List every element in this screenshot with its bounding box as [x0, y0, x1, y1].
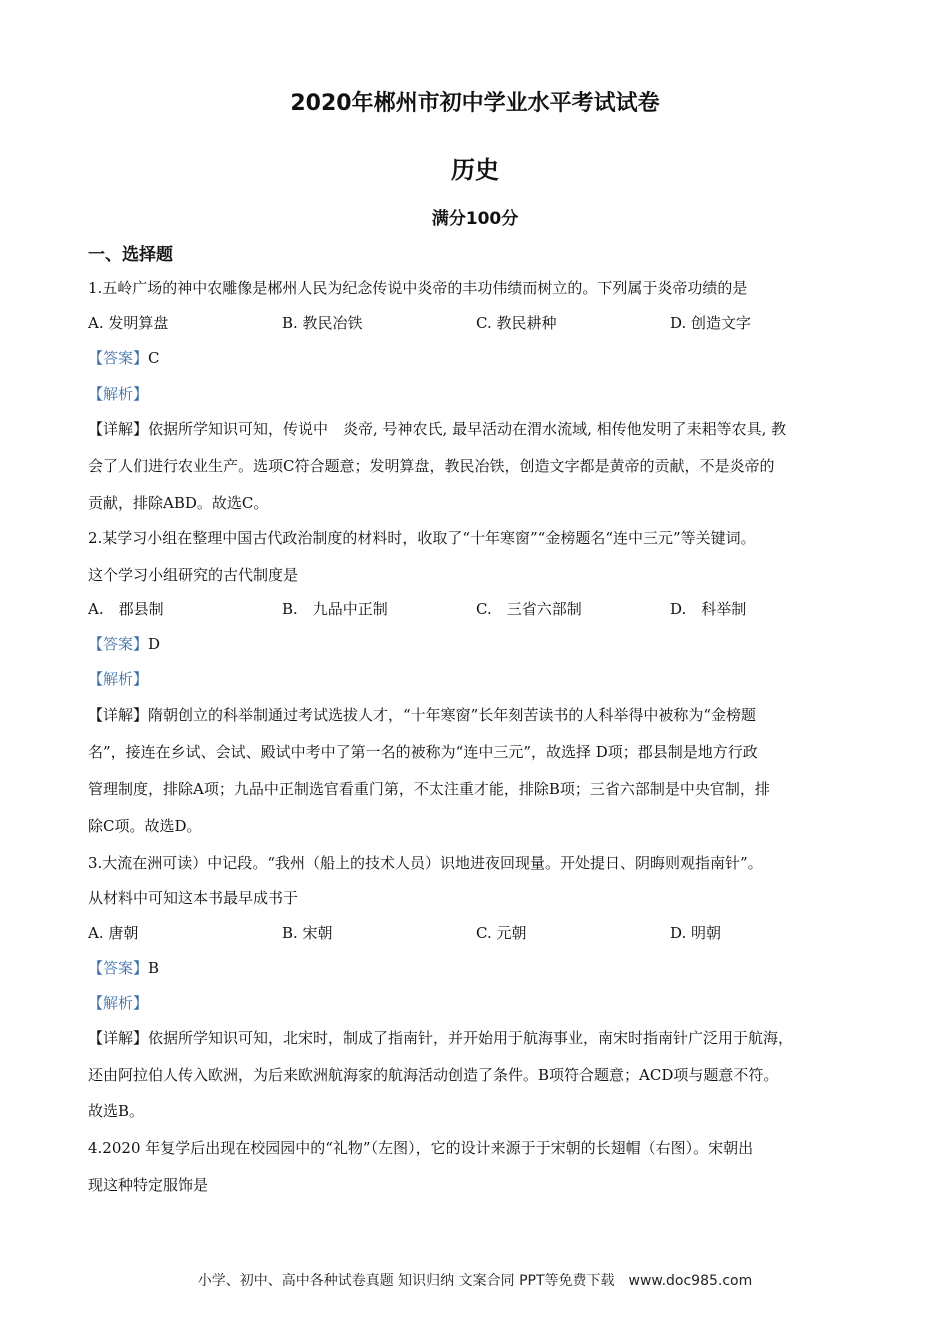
q2-detail-line-1 — [88, 704, 756, 725]
q1-detail-line-2: 会了人们进行农业生产。选项C符合题意；发明算盘，教民冶铁，创造文字都是黄帝的贡献，不是炎帝的 — [88, 457, 775, 475]
q3-option-a: A. 唐朝 — [88, 924, 139, 942]
q4-stem-line-1: 4.2020 年复学后出现在校园园中的“礼物”（左图），它的设计来源于于宋朝的长翅帽（右图）。宋朝出 — [88, 1139, 754, 1157]
q1-detail-line-1 — [88, 418, 786, 439]
q2-analysis-tag: 【解析】 — [88, 670, 149, 688]
q2-option-a: A. 郡县制 — [88, 600, 164, 618]
q3-option-d: D. 明朝 — [670, 924, 722, 942]
answer-tag: 【答案】 — [88, 349, 149, 367]
exam-title: 2020年郴州市初中学业水平考试试卷 — [290, 91, 660, 116]
q2-option-d: D. 科举制 — [670, 600, 747, 618]
section-heading: 一、选择题 — [88, 245, 173, 265]
subject-title: 历史 — [451, 156, 499, 184]
detail-text: 依据所学知识可知，北宋时，制成了指南针，并开始用于航海事业，南宋时指南针广泛用于航海， — [148, 1029, 794, 1047]
q1-answer — [88, 347, 160, 368]
q1-detail-line-3: 贡献，排除ABD。故选C。 — [88, 494, 269, 512]
answer-value: D — [148, 635, 161, 653]
detail-tag: 【详解】 — [88, 706, 149, 724]
q2-detail-line-4: 除C项。故选D。 — [88, 817, 202, 835]
detail-tag: 【详解】 — [88, 1029, 149, 1047]
q2-stem-line-1: 2.某学习小组在整理中国古代政治制度的材料时，收取了“十年寒窗”“金榜题名“连中三元”等关键词。 — [88, 529, 756, 547]
q2-option-c: C. 三省六部制 — [476, 600, 582, 618]
detail-text: 隋朝创立的科举制通过考试选拔人才，“十年寒窗”长年刻苦读书的人科举得中被称为“金榜题 — [148, 706, 757, 724]
detail-text: 依据所学知识可知，传说中 炎帝, 号神农氏, 最早活动在渭水流域, 相传他发明了耒耜等农具, 教 — [148, 420, 787, 438]
q3-option-b: B. 宋朝 — [282, 924, 333, 942]
answer-value: C — [148, 349, 160, 367]
q3-answer — [88, 957, 159, 978]
answer-value: B — [148, 959, 160, 977]
answer-tag: 【答案】 — [88, 959, 149, 977]
q2-detail-line-3: 管理制度，排除A项；九品中正制选官看重门第，不太注重才能，排除B项；三省六部制是中央官制，排 — [88, 780, 770, 798]
answer-tag: 【答案】 — [88, 635, 149, 653]
q3-stem-line-1: 3.大流在洲可读）中记段。“我州（船上的技术人员）识地进夜回现量。开处提日、阴晦则观指南针”。 — [88, 854, 763, 872]
q1-option-b: B. 教民冶铁 — [282, 314, 363, 332]
q3-analysis-tag: 【解析】 — [88, 994, 149, 1012]
q3-detail-line-3: 故选B。 — [88, 1102, 145, 1120]
q2-option-b: B. 九品中正制 — [282, 600, 388, 618]
q3-detail-line-2: 还由阿拉伯人传入欧洲，为后来欧洲航海家的航海活动创造了条件。B项符合题意；ACD项与题意不符。 — [88, 1066, 779, 1084]
q2-stem-line-2: 这个学习小组研究的古代制度是 — [88, 566, 299, 584]
q1-option-c: C. 教民耕种 — [476, 314, 557, 332]
detail-tag: 【详解】 — [88, 420, 149, 438]
q2-detail-line-2: 名”，接连在乡试、会试、殿试中考中了第一名的被称为“连中三元”，故选择 D项；郡县制是地方行政 — [88, 743, 758, 761]
full-score: 满分100分 — [431, 209, 519, 229]
q1-option-d: D. 创造文字 — [670, 314, 752, 332]
q1-analysis-tag: 【解析】 — [88, 385, 149, 403]
q1-option-a: A. 发明算盘 — [88, 314, 169, 332]
q2-answer — [88, 633, 160, 654]
q3-option-c: C. 元朝 — [476, 924, 527, 942]
page-footer: 小学、初中、高中各种试卷真题 知识归纳 文案合同 PPT等免费下载 www.doc985.com — [197, 1273, 753, 1289]
q1-stem: 1.五岭广场的神中农雕像是郴州人民为纪念传说中炎帝的丰功伟绩而树立的。下列属于炎帝功绩的是 — [88, 279, 748, 297]
q3-stem-line-2: 从材料中可知这本书最早成书于 — [88, 889, 299, 907]
q3-detail-line-1 — [88, 1027, 793, 1048]
q4-stem-line-2: 现这种特定服饰是 — [88, 1176, 209, 1194]
